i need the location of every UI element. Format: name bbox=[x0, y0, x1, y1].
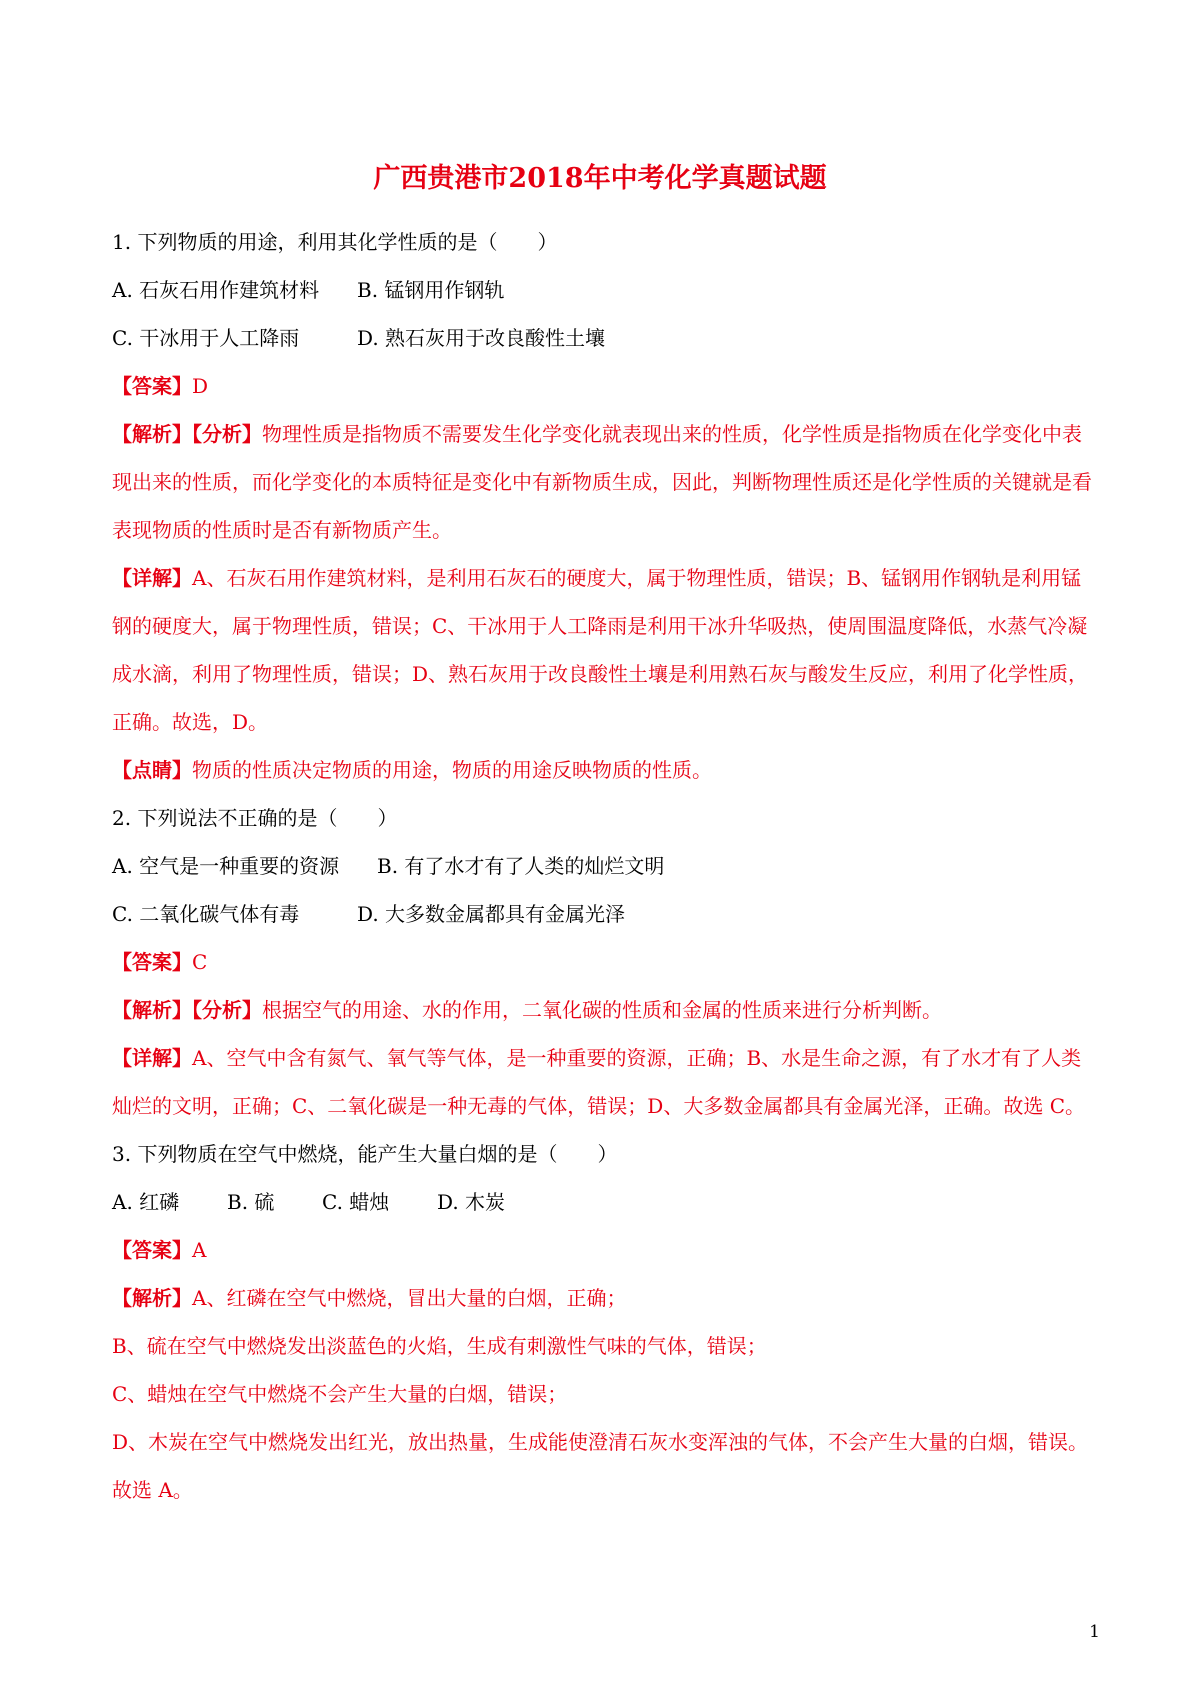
q3-analysis-line-4: D、木炭在空气中燃烧发出红光，放出热量，生成能使澄清石灰水变浑浊的气体，不会产生大量的白烟，错误。故选 A。 bbox=[112, 1430, 1089, 1502]
q2-detail bbox=[112, 1034, 1097, 1130]
question-2-options-ab bbox=[112, 842, 1097, 890]
q3-option-c: C. 蜡烛 bbox=[322, 1190, 390, 1214]
question-1-stem: 1. 下列物质的用途，利用其化学性质的是（ ） bbox=[112, 230, 558, 254]
q1-answer-value: D bbox=[192, 374, 209, 398]
page-number: 1 bbox=[1089, 1622, 1100, 1642]
q3-answer-label: 【答案】 bbox=[112, 1238, 192, 1262]
q2-option-d: D. 大多数金属都具有金属光泽 bbox=[357, 902, 626, 926]
q1-analysis-label: 【解析】【分析】 bbox=[112, 422, 262, 446]
q1-tip-text: 物质的性质决定物质的用途，物质的用途反映物质的性质。 bbox=[192, 758, 712, 782]
q2-option-c: C. 二氧化碳气体有毒 bbox=[112, 902, 300, 926]
q2-option-a: A. 空气是一种重要的资源 bbox=[112, 854, 340, 878]
document-body bbox=[112, 218, 1097, 1514]
q2-answer-label: 【答案】 bbox=[112, 950, 192, 974]
q2-detail-label: 【详解】 bbox=[112, 1046, 192, 1070]
q3-analysis-line-3: C、蜡烛在空气中燃烧不会产生大量的白烟，错误； bbox=[112, 1382, 568, 1406]
q2-answer-value: C bbox=[192, 950, 208, 974]
q1-detail bbox=[112, 554, 1097, 746]
q3-option-a: A. 红磷 bbox=[112, 1190, 180, 1214]
q1-analysis bbox=[112, 410, 1097, 554]
q1-option-a: A. 石灰石用作建筑材料 bbox=[112, 278, 320, 302]
q2-analysis-label: 【解析】【分析】 bbox=[112, 998, 262, 1022]
q1-analysis-text: 物理性质是指物质不需要发生化学变化就表现出来的性质，化学性质是指物质在化学变化中表现出来的性质，而化学变化的本质特征是变化中有新物质生成，因此，判断物理性质还是化学性质的关键就是看表现物质的性质时是否有新物质产生。 bbox=[112, 422, 1092, 542]
q3-analysis-label: 【解析】 bbox=[112, 1286, 192, 1310]
q2-analysis-text: 根据空气的用途、水的作用，二氧化碳的性质和金属的性质来进行分析判断。 bbox=[262, 998, 942, 1022]
q3-option-b: B. 硫 bbox=[227, 1190, 275, 1214]
q2-answer bbox=[112, 938, 1097, 986]
page-title: 广西贵港市2018年中考化学真题试题 bbox=[373, 163, 827, 194]
q2-analysis bbox=[112, 986, 1097, 1034]
q1-detail-text: A、石灰石用作建筑材料，是利用石灰石的硬度大，属于物理性质，错误；B、锰钢用作钢轨是利用锰钢的硬度大，属于物理性质，错误；C、干冰用于人工降雨是利用干冰升华吸热，使周围温度降低，水蒸气冷凝成水滴，利用了物理性质，错误；D、熟石灰用于改良酸性土壤是利用熟石灰与酸发生反应，利用了化学性质，正确。故选，D。 bbox=[112, 566, 1089, 734]
q3-analysis-text-1: A、红磷在空气中燃烧，冒出大量的白烟，正确； bbox=[192, 1286, 627, 1310]
q1-option-c: C. 干冰用于人工降雨 bbox=[112, 326, 300, 350]
q3-analysis-line-1 bbox=[112, 1274, 1097, 1322]
q3-option-d: D. 木炭 bbox=[437, 1190, 506, 1214]
q2-option-b: B. 有了水才有了人类的灿烂文明 bbox=[377, 854, 665, 878]
question-2-stem: 2. 下列说法不正确的是（ ） bbox=[112, 806, 398, 830]
question-3-stem: 3. 下列物质在空气中燃烧，能产生大量白烟的是（ ） bbox=[112, 1142, 618, 1166]
q2-detail-text: A、空气中含有氮气、氧气等气体，是一种重要的资源，正确；B、水是生命之源，有了水才有了人类灿烂的文明，正确；C、二氧化碳是一种无毒的气体，错误；D、大多数金属都具有金属光泽，正确。故选 C。 bbox=[112, 1046, 1085, 1118]
q1-option-b: B. 锰钢用作钢轨 bbox=[357, 278, 505, 302]
question-2-options-cd bbox=[112, 890, 1097, 938]
q3-answer bbox=[112, 1226, 1097, 1274]
q1-tip-label: 【点睛】 bbox=[112, 758, 192, 782]
q1-detail-label: 【详解】 bbox=[112, 566, 192, 590]
q3-answer-value: A bbox=[192, 1238, 207, 1262]
q1-tip bbox=[112, 746, 1097, 794]
q1-answer bbox=[112, 362, 1097, 410]
question-1-options-ab bbox=[112, 266, 1097, 314]
q1-answer-label: 【答案】 bbox=[112, 374, 192, 398]
question-1-options-cd bbox=[112, 314, 1097, 362]
q3-analysis-line-2: B、硫在空气中燃烧发出淡蓝色的火焰，生成有刺激性气味的气体，错误； bbox=[112, 1334, 767, 1358]
q1-option-d: D. 熟石灰用于改良酸性土壤 bbox=[357, 326, 606, 350]
question-3-options bbox=[112, 1178, 1097, 1226]
